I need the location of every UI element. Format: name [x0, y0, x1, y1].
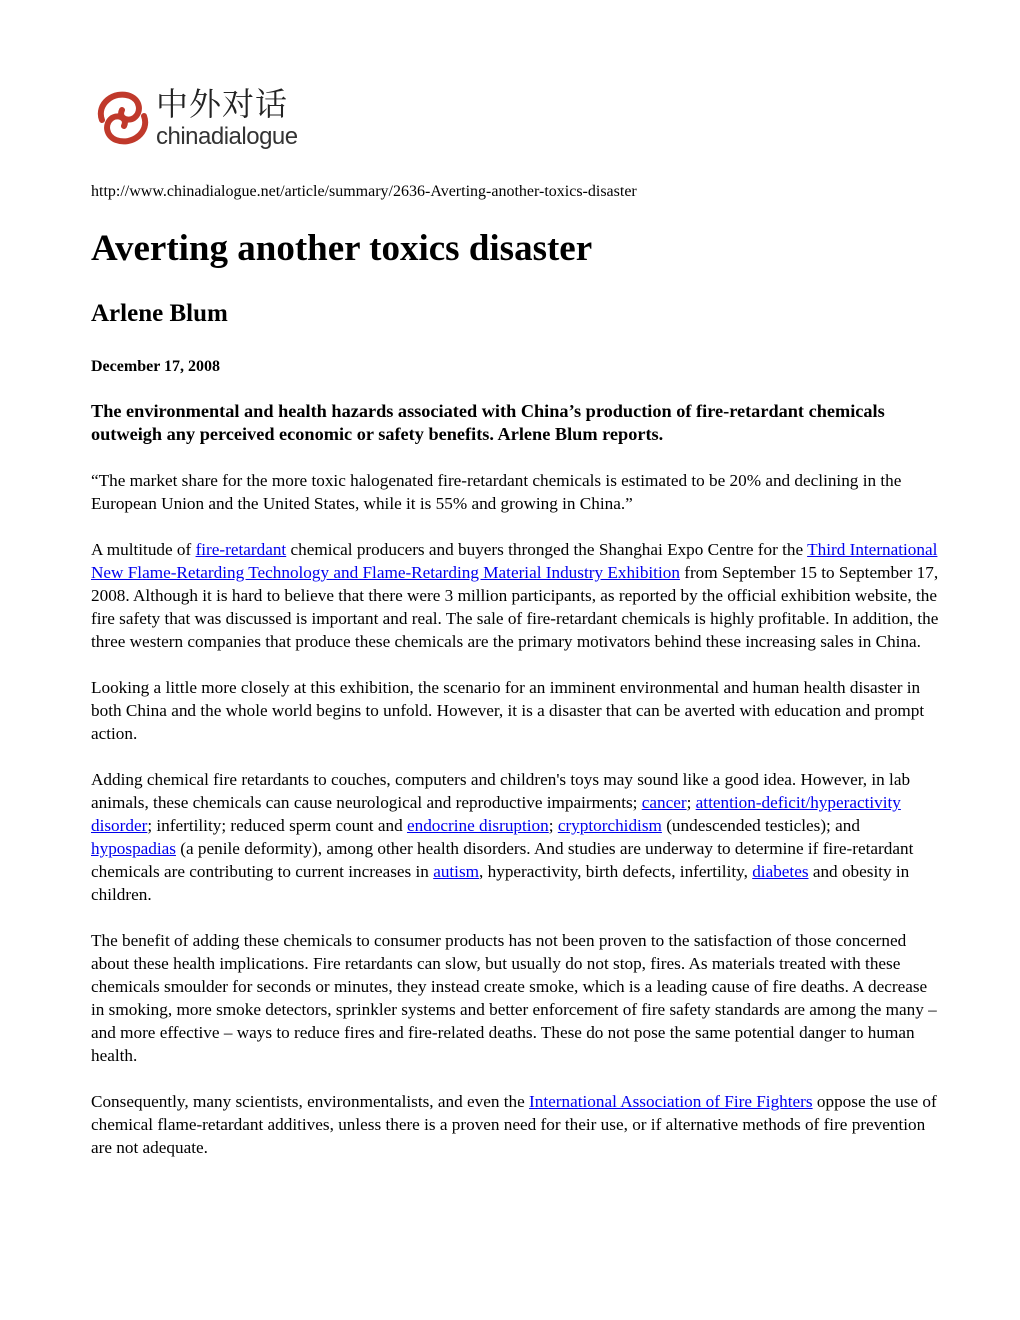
- text: and obesity in children.: [91, 862, 910, 904]
- paragraph-health-effects: [91, 768, 941, 906]
- link-cancer[interactable]: cancer: [641, 793, 687, 812]
- text: A multitude of: [91, 540, 196, 559]
- link-exhibition[interactable]: Third International New Flame-Retarding Technology and Flame-Retarding Material Industry Exhibition: [91, 540, 938, 582]
- article-author: Arlene Blum: [91, 300, 228, 327]
- pull-quote: “The market share for the more toxic halogenated fire-retardant chemicals is estimated to be 20% and declining in the European Union and the United States, while it is 55% and growing in China.”: [91, 471, 902, 513]
- link-hypospadias[interactable]: hypospadias: [91, 839, 176, 858]
- text: ;: [548, 816, 558, 835]
- chinadialogue-swirl-icon: [92, 86, 154, 148]
- article-title: Averting another toxics disaster: [91, 228, 593, 269]
- link-iaff[interactable]: International Association of Fire Fighters: [529, 1092, 813, 1111]
- text: Adding chemical fire retardants to couches, computers and children's toys may sound like a good idea. However, in lab animals, these chemicals can cause neurological and reproductive impairments;: [91, 770, 911, 812]
- link-adhd[interactable]: attention-deficit/hyperactivity disorder: [91, 793, 901, 835]
- link-autism[interactable]: autism: [433, 862, 480, 881]
- link-endocrine-disruption[interactable]: endocrine disruption: [406, 816, 549, 835]
- text: oppose the use of chemical flame-retardant additives, unless there is a proven need for their use, or if alternative methods of fire prevention are not adequate.: [91, 1092, 937, 1157]
- paragraph-scenario: Looking a little more closely at this exhibition, the scenario for an imminent environmental and human health disaster in both China and the whole world begins to unfold. However, it is a disaster that can be averted with education and prompt action.: [91, 678, 925, 743]
- article-standfirst: The environmental and health hazards associated with China’s production of fire-retardant chemicals outweigh any perceived economic or safety benefits. Arlene Blum reports.: [91, 401, 885, 444]
- text: Consequently, many scientists, environmentalists, and even the: [91, 1092, 530, 1111]
- text: from September 15 to September 17, 2008. Although it is hard to believe that there were 3 million participants, as reported by the official exhibition website, the fire safety that was discussed is important and real. The sale of fire-retardant chemicals is highly profitable. In addition, the three western companies that produce these chemicals are the primary motivators behind these increasing sales in China.: [91, 563, 939, 651]
- link-fire-retardant[interactable]: fire-retardant: [195, 540, 287, 559]
- text: (a penile deformity), among other health disorders. And studies are underway to determine if fire-retardant chemicals are contributing to current increases in: [91, 839, 914, 881]
- text: ;: [686, 793, 696, 812]
- text: , hyperactivity, birth defects, infertility,: [479, 862, 753, 881]
- paragraph-exhibition: [91, 538, 941, 653]
- logo-english-text: chinadialogue: [156, 123, 298, 150]
- logo-chinese-text: 中外对话: [156, 85, 289, 123]
- article-body: [91, 400, 941, 1182]
- article-date: December 17, 2008: [91, 358, 220, 375]
- chinadialogue-logo: [92, 86, 332, 156]
- paragraph-benefit: The benefit of adding these chemicals to consumer products has not been proven to the satisfaction of those concerned about these health implications. Fire retardants can slow, but usually do not stop, fires. As materials treated with these chemicals smoulder for seconds or minutes, they instead create smoke, which is a leading cause of fire deaths. A decrease in smoking, more smoke detectors, sprinkler systems and better enforcement of fire safety standards are among the many – and more effective – ways to reduce fires and fire-related deaths. These do not pose the same potential danger to human health.: [91, 931, 937, 1065]
- text: ; infertility; reduced sperm count and: [147, 816, 407, 835]
- text: (undescended testicles); and: [661, 816, 860, 835]
- text: chemical producers and buyers thronged the Shanghai Expo Centre for the: [286, 540, 808, 559]
- paragraph-opposition: [91, 1090, 941, 1159]
- source-url: http://www.chinadialogue.net/article/summary/2636-Averting-another-toxics-disaster: [91, 183, 637, 200]
- link-cryptorchidism[interactable]: cryptorchidism: [557, 816, 662, 835]
- link-diabetes[interactable]: diabetes: [752, 862, 809, 881]
